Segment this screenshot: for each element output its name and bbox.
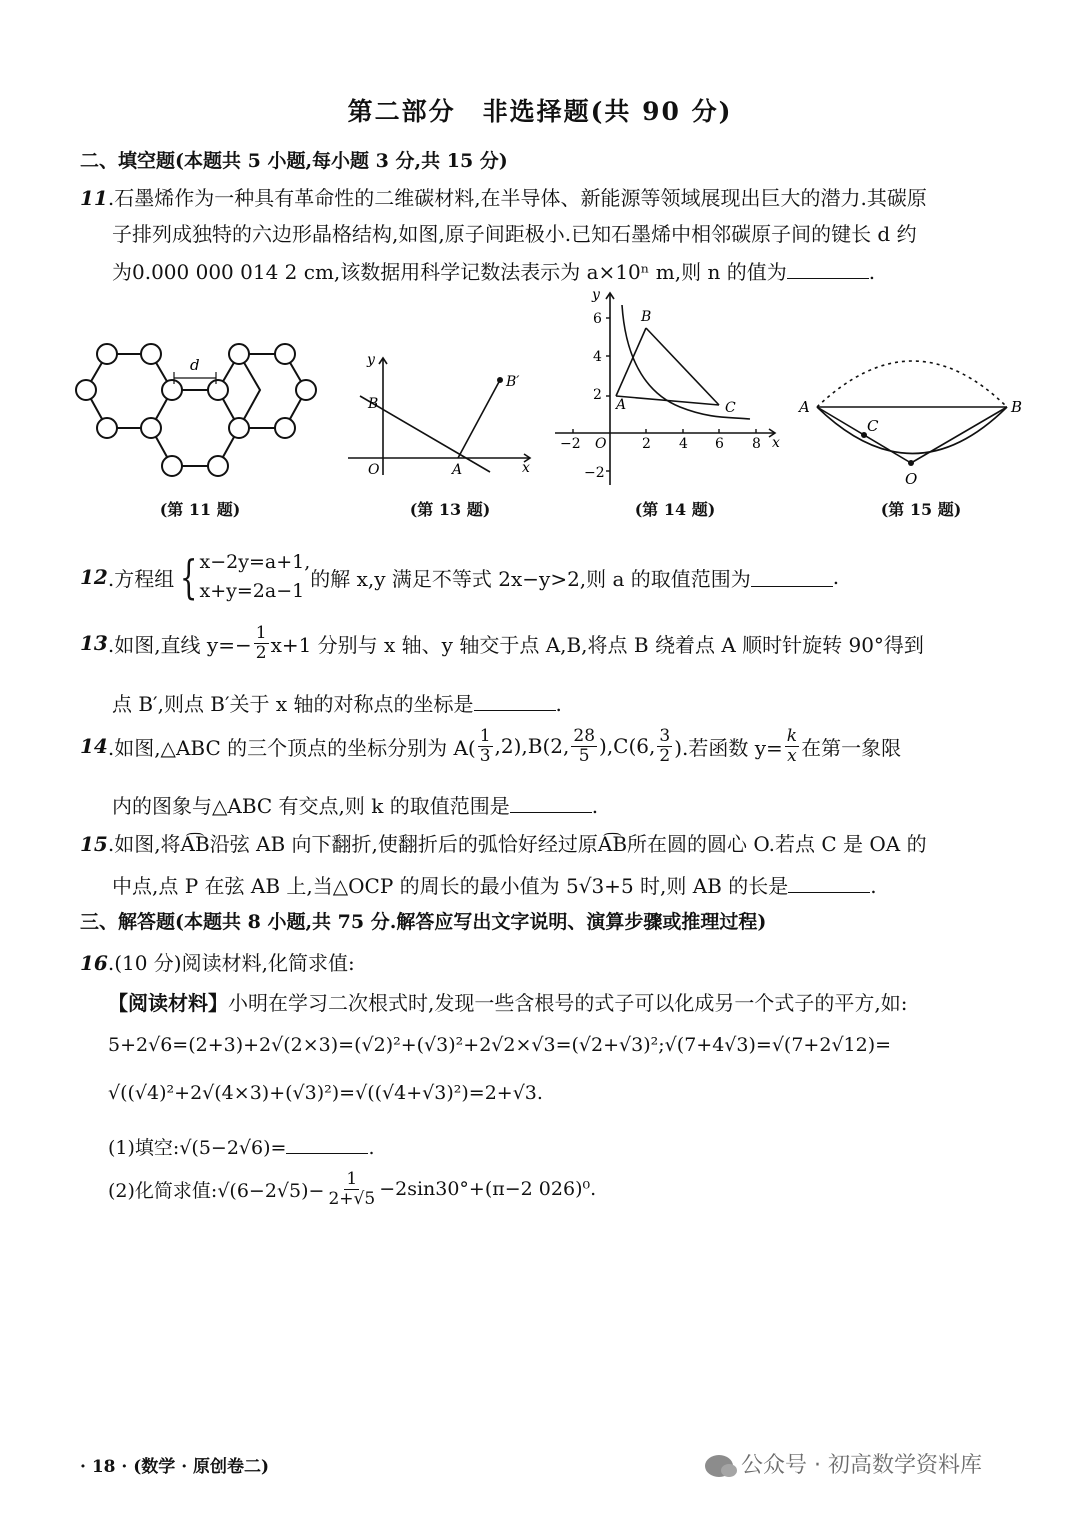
question-16-heading [80,947,355,976]
point-a-label: A [452,462,463,478]
x-axis-label: x [522,460,530,476]
part-1 [108,1133,375,1160]
equation-1: x−2y=a+1, [199,551,311,573]
reading-material-tag: 【阅读材料】 [108,991,228,1015]
answer-blank[interactable] [286,1135,368,1154]
figure-11-caption: (第 11 题) [159,500,241,519]
point-o-label: O [905,470,918,488]
x-tick-minus-2: −2 [560,436,581,452]
fraction-k-over-x [785,727,799,765]
answer-blank[interactable] [474,692,556,711]
page-footer: · 18 · (数学 · 原创卷二) [80,1457,270,1477]
figure-14-caption: (第 14 题) [634,500,716,519]
period: . [832,565,840,590]
hexagon-lattice-diagram [60,330,330,490]
figure-15-caption: (第 15 题) [880,500,962,519]
reading-material-text: 小明在学习二次根式时,发现一些含根号的式子可以化成另一个式子的平方,如: [228,991,908,1015]
denominator: 5 [578,745,590,766]
fraction-b-y [571,727,597,765]
denominator: x [787,745,797,766]
question-text: .如图,将A͡B沿弦 AB 向下翻折,使翻折后的弧恰好经过原A͡B所在圆的圆心 O.若点 C 是 OA 的 [107,832,927,856]
answer-blank[interactable] [751,568,833,587]
y-tick-2: 2 [593,387,602,403]
point-b-label: B [641,309,652,325]
denominator: 2 [659,745,671,766]
figure-11 [60,330,330,494]
question-text: x+1 分别与 x 轴、y 轴交于点 A,B,将点 B 绕着点 A 顺时针旋转 90°得到 [270,632,924,657]
bond-length-label: d [190,356,200,374]
denominator: 2+√5 [328,1188,376,1209]
question-text: 点 B′,则点 B′关于 x 轴的对称点的坐标是 [112,692,474,716]
x-axis-label: x [772,435,780,451]
triangle-hyperbola-graph [550,285,790,490]
question-13-line-1 [80,624,924,662]
numerator: 1 [346,1169,358,1189]
question-text: 为0.000 000 014 2 cm,该数据用科学记数法表示为 a×10ⁿ m,则 n 的值为 [112,260,787,284]
question-text: .如图,△ABC 的三个顶点的坐标分别为 A( [107,735,476,760]
question-11-line-3 [112,256,875,285]
part-2-text: (2)化简求值:√(6−2√5)− [108,1179,325,1202]
part-2 [108,1170,596,1208]
point-a-label: A [616,397,627,413]
question-11-line-2: 子排列成独特的六边形晶格结构,如图,原子间距极小.已知石墨烯中相邻碳原子间的键长 d 约 [112,222,917,246]
question-15-line-1 [80,828,927,857]
point-b-label: B [368,396,379,412]
question-number: 12 [80,565,108,590]
line-rotation-diagram [340,350,540,480]
question-number: 16 [80,951,108,975]
origin-label: O [595,436,607,452]
section-fill-in-heading: 二、填空题(本题共 5 小题,每小题 3 分,共 15 分) [80,150,508,172]
numerator: 1 [479,726,491,746]
section-solution-heading: 三、解答题(本题共 8 小题,共 75 分.解答应写出文字说明、演算步骤或推理过程) [80,911,767,933]
watermark [705,1448,982,1479]
numerator: k [786,726,798,746]
numerator: 3 [659,726,671,746]
figure-13 [340,350,540,484]
answer-blank[interactable] [510,794,592,813]
equation-system [199,548,310,607]
part-2-text: −2sin30°+(π−2 026)⁰. [379,1178,597,1201]
x-tick-4: 4 [679,436,688,452]
point-b-prime-label: B′ [506,374,520,390]
page-title: 第二部分 非选择题(共 90 分) [347,97,733,126]
fraction-a-x [478,727,493,765]
y-axis-label: y [592,287,600,303]
question-text: ,2),B(2, [494,734,570,759]
y-tick-minus-2: −2 [584,465,605,481]
fraction-one-over-two-plus-root5 [326,1170,377,1208]
folded-arc-diagram [795,340,1035,490]
question-15-line-2 [112,870,877,899]
reading-material-intro [108,987,907,1016]
question-number: 11 [80,186,108,210]
fraction-one-half [254,624,269,662]
question-text: ),C(6, [599,734,656,759]
point-c-label: C [867,417,879,435]
fraction-c-y [657,727,672,765]
figure-15 [795,340,1035,494]
question-text: ).若函数 y= [674,735,783,760]
question-text: 在第一象限 [801,735,902,760]
y-tick-4: 4 [593,349,602,365]
question-text: .石墨烯作为一种具有革命性的二维碳材料,在半导体、新能源等领域展现出巨大的潜力.其碳原 [107,186,927,210]
question-14-line-2 [112,790,598,819]
question-text: .方程组 [107,566,175,591]
denominator: 2 [255,642,267,663]
denominator: 3 [479,745,491,766]
point-b-label: B [1011,398,1023,416]
point-c-label: C [725,400,736,416]
question-text: 内的图象与△ABC 有交点,则 k 的取值范围是 [112,794,510,818]
equation-2: x+y=2a−1 [199,580,305,603]
question-text: 的解 x,y 满足不等式 2x−y>2,则 a 的取值范围为 [310,566,751,591]
period: . [868,260,876,284]
period: . [555,692,562,716]
answer-blank[interactable] [788,874,870,893]
reading-math-line-1: 5+2√6=(2+3)+2√(2×3)=(√2)²+(√3)²+2√2×√3=(√2+√3)²;√(7+4√3)=√(7+2√12)= [108,1034,892,1056]
question-14-line-1 [80,727,901,765]
question-13-line-2 [112,688,562,717]
reading-math-line-2: √((√4)²+2√(4×3)+(√3)²)=√((√4+√3)²)=2+√3. [108,1082,543,1104]
numerator: 1 [255,623,267,643]
y-axis-label: y [367,352,375,368]
system-brace: { [180,550,198,605]
numerator: 28 [573,726,596,746]
question-text: .(10 分)阅读材料,化简求值: [107,951,355,975]
question-number: 14 [80,734,108,759]
part-1-text: (1)填空:√(5−2√6)= [108,1137,287,1159]
question-number: 15 [80,832,108,856]
wechat-icon [705,1455,733,1477]
period: . [591,794,599,818]
question-11-line-1 [80,182,927,211]
origin-label: O [368,462,380,478]
watermark-text: 公众号 · 初高数学资料库 [741,1453,982,1478]
figure-13-caption: (第 13 题) [409,500,491,519]
question-text: .如图,直线 y=− [107,632,252,657]
x-tick-8: 8 [752,436,761,452]
x-tick-6: 6 [715,436,724,452]
x-tick-2: 2 [642,436,651,452]
answer-blank[interactable] [787,260,869,279]
period: . [870,874,877,898]
question-number: 13 [80,631,108,656]
y-tick-6: 6 [593,311,602,327]
question-12 [80,548,839,607]
point-a-label: A [799,398,810,416]
figure-14 [550,285,790,494]
question-text: 中点,点 P 在弦 AB 上,当△OCP 的周长的最小值为 5√3+5 时,则 AB 的长是 [112,874,789,898]
period: . [368,1137,375,1159]
